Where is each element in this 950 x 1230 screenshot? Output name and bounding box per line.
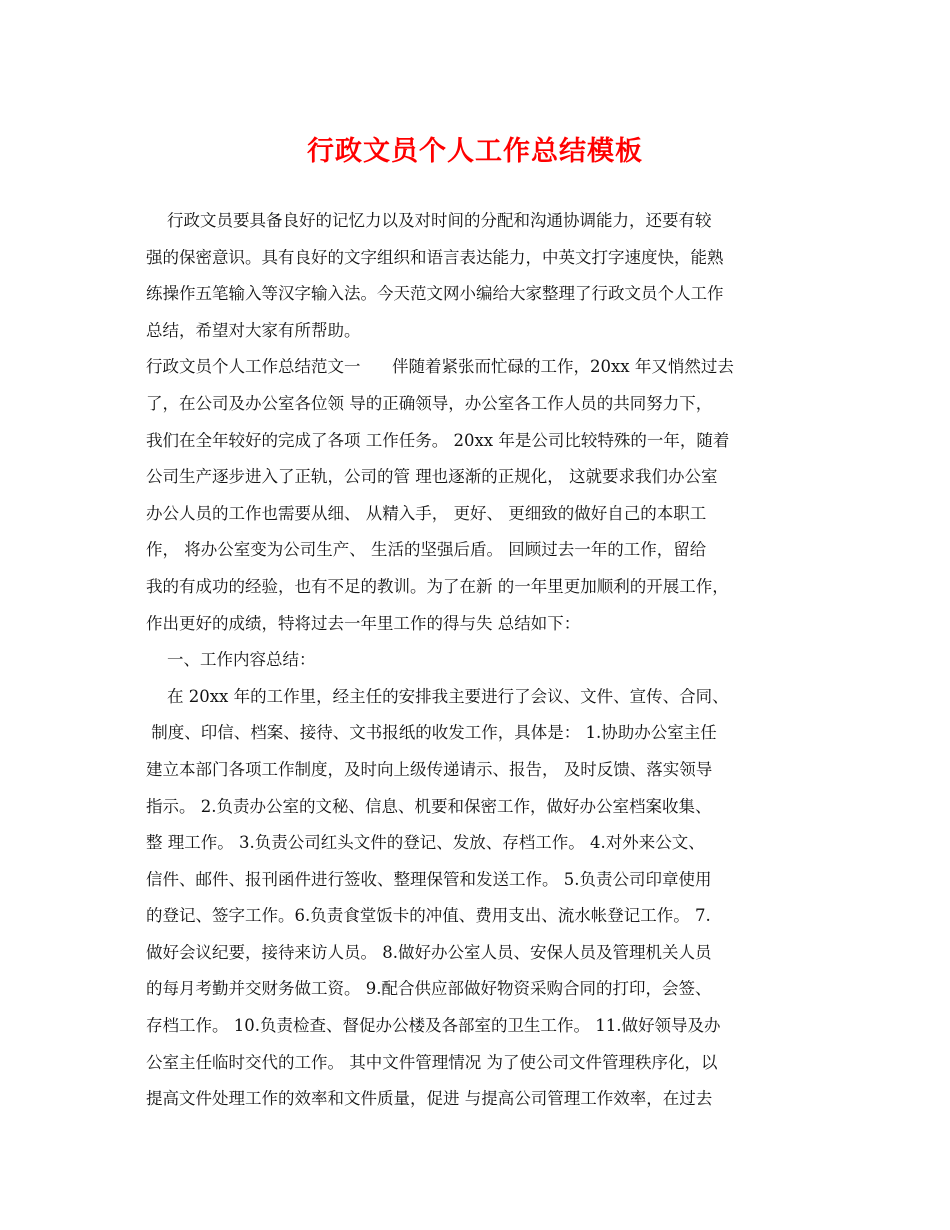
body-line: 整 理工作。 3.负责公司红头文件的登记、发放、存档工作。 4.对外来公文、	[146, 833, 705, 853]
body-line: 建立本部门各项工作制度，及时向上级传递请示、报告， 及时反馈、落实领导	[146, 759, 713, 779]
body-line: 我的有成功的经验，也有不足的教训。为了在新 的一年里更加顺利的开展工作，	[146, 576, 729, 596]
body-line: 提高文件处理工作的效率和文件质量，促进 与提高公司管理工作效率，在过去	[146, 1089, 713, 1109]
body-line: 总结，希望对大家有所帮助。	[146, 320, 361, 340]
body-line: 作， 将办公室变为公司生产、 生活的坚强后盾。 回顾过去一年的工作，留给	[146, 540, 707, 560]
body-line: 作出更好的成绩，特将过去一年里工作的得与失 总结如下：	[146, 613, 581, 633]
document-title: 行政文员个人工作总结模板	[307, 136, 643, 167]
section-heading: 一、工作内容总结：	[146, 650, 316, 670]
body-line: 了，在公司及办公室各位领 导的正确领导，办公室各工作人员的共同努力下，	[146, 393, 713, 413]
body-line: 强的保密意识。具有良好的文字组织和语言表达能力，中英文打字速度快，能熟	[146, 247, 724, 267]
body-line: 我们在全年较好的完成了各项 工作任务。 20xx 年是公司比较特殊的一年，随着	[146, 430, 730, 450]
body-line: 行政文员要具备良好的记忆力以及对时间的分配和沟通协调能力，还要有较	[146, 211, 712, 230]
body-line: 指示。 2.负责办公室的文秘、信息、机要和保密工作，做好办公室档案收集、	[146, 796, 712, 816]
body-line: 的每月考勤并交财务做工资。 9.配合供应部做好物资采购合同的打印，会签、	[146, 979, 712, 999]
body-line: 制度、印信、档案、接待、文书报纸的收发工作，具体是： 1.协助办公室主任	[146, 723, 717, 743]
body-line: 的登记、签字工作。6.负责食堂饭卡的冲值、费用支出、流水帐登记工作。 7.	[146, 906, 711, 926]
body-line: 存档工作。 10.负责检查、督促办公楼及各部室的卫生工作。 11.做好领导及办	[146, 1016, 721, 1036]
body-line: 办公人员的工作也需要从细、 从精入手， 更好、 更细致的做好自己的本职工	[146, 503, 707, 523]
body-line: 公室主任临时交代的工作。 其中文件管理情况 为了使公司文件管理秩序化，以	[146, 1052, 718, 1072]
body-line: 信件、邮件、报刊函件进行签收、整理保管和发送工作。 5.负责公司印章使用	[146, 869, 712, 889]
body-line: 练操作五笔输入等汉字输入法。今天范文网小编给大家整理了行政文员个人工作	[146, 284, 724, 304]
document-body	[146, 203, 806, 1118]
body-line: 做好会议纪要，接待来访人员。 8.做好办公室人员、安保人员及管理机关人员	[146, 942, 712, 962]
body-line: 公司生产逐步进入了正轨，公司的管 理也逐渐的正规化， 这就要求我们办公室	[146, 467, 718, 487]
body-line: 在 20xx 年的工作里，经主任的安排我主要进行了会议、文件、宣传、合同、	[146, 686, 729, 706]
body-line: 行政文员个人工作总结范文一 伴随着紧张而忙碌的工作，20xx 年又悄然过去	[146, 357, 734, 377]
